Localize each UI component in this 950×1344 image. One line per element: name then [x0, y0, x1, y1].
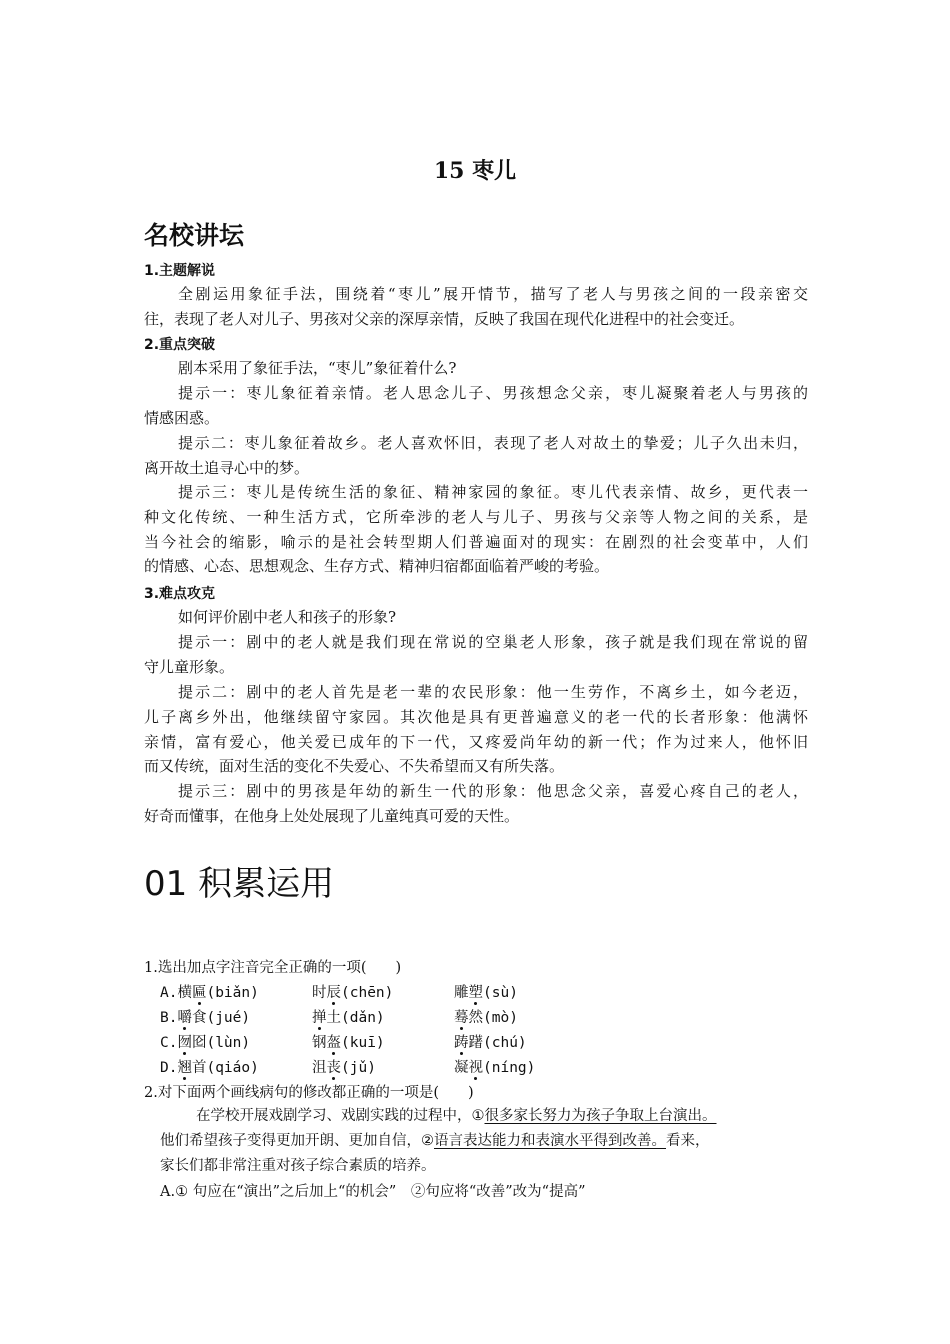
paragraph-key-question [144, 356, 808, 381]
paragraph-difficulty-hint-1 [144, 630, 808, 680]
paragraph-hint-3 [144, 480, 808, 579]
text-line: 离开故土追寻心中的梦。 [144, 458, 310, 477]
question-1-stem: 1.选出加点字注音完全正确的一项( ) [144, 960, 402, 976]
subsection-title-theme: 1.主题解说 [144, 263, 216, 279]
text-line: 当今社会的缩影，喻示的是社会转型期人们普遍面对的现实：在剧烈的社会变革中，人们 [144, 532, 808, 551]
text-line: 家长们都非常注重对孩子综合素质的培养。 [160, 1158, 436, 1174]
text-line: 情感困惑。 [144, 408, 220, 427]
text-line: 剧本采用了象征手法，“枣儿”象征着什么? [178, 359, 457, 377]
page-title: 15 枣儿 [433, 158, 517, 184]
underlined-sentence-1: 很多家长努力为孩子争取上台演出。 [484, 1108, 717, 1124]
text-line: 的情感、心态、思想观念、生存方式、精神归宿都面临着严峻的考验。 [144, 557, 610, 576]
text-line: 好奇而懂事，在他身上处处展现了儿童纯真可爱的天性。 [144, 806, 520, 825]
text-line: 提示一：枣儿象征着亲情。老人思念儿子、男孩想念父亲，枣儿凝聚着老人与男孩的 [178, 384, 808, 402]
paragraph-difficulty-hint-2 [144, 680, 808, 779]
text-line: 他们希望孩子变得更加开朗、更加自信，②语言表达能力和表演水平得到改善。看来， [160, 1133, 710, 1149]
paragraph-difficulty-hint-3 [144, 779, 808, 829]
text-line: 往，表现了老人对儿子、男孩对父亲的深厚亲情，反映了我国在现代化进程中的社会变迁。 [144, 309, 745, 328]
text-line: 在学校开展戏剧学习、戏剧实践的过程中，①很多家长努力为孩子争取上台演出。 [196, 1108, 717, 1124]
text-line: 亲情，富有爱心，他关爱已成年的下一代，又疼爱尚年幼的新一代；作为过来人，他怀旧 [144, 732, 808, 751]
text-line: 提示一：剧中的老人就是我们现在常说的空巢老人形象，孩子就是我们现在常说的留 [178, 633, 808, 651]
text-line: 儿子离乡外出，他继续留守家园。其次他是具有更普遍意义的老一代的长者形象：他满怀 [144, 707, 808, 726]
section-heading-practice: 01 积累运用 [144, 864, 335, 904]
question-2-option-a: A.① 句应在“演出”之后加上“的机会” ②句应将“改善”改为“提高” [160, 1184, 586, 1200]
text-line: 全剧运用象征手法，围绕着“枣儿”展开情节，描写了老人与男孩之间的一段亲密交 [178, 285, 808, 303]
question-2-passage [160, 1104, 810, 1179]
text-line: 守儿童形象。 [144, 657, 235, 676]
text-line: 提示二：剧中的老人首先是老一辈的农民形象：他一生劳作，不离乡土，如今老迈， [178, 683, 808, 701]
text-line: 种文化传统、一种生活方式，它所牵涉的老人与儿子、男孩与父亲等人物之间的关系，是 [144, 507, 808, 526]
paragraph-hint-1 [144, 381, 808, 431]
text-line: 如何评价剧中老人和孩子的形象? [178, 608, 397, 626]
text-line: 提示二：枣儿象征着故乡。老人喜欢怀旧，表现了老人对故土的挚爱；儿子久出未归， [178, 434, 808, 452]
text-line: 提示三：剧中的男孩是年幼的新生一代的形象：他思念父亲，喜爱心疼自己的老人， [178, 782, 808, 800]
subsection-title-key-points: 2.重点突破 [144, 337, 216, 353]
paragraph-difficulty-question [144, 605, 808, 630]
underlined-sentence-2: 语言表达能力和表演水平得到改善。 [434, 1133, 666, 1149]
text-line: 提示三：枣儿是传统生活的象征、精神家园的象征。枣儿代表亲情、故乡，更代表一 [178, 483, 808, 501]
text-line: 而又传统，面对生活的变化不失爱心、不失希望而又有所失落。 [144, 757, 565, 776]
document-page: 15 枣儿 名校讲坛 1.主题解说 全剧运用象征手法，围绕着“枣儿”展开情节，描写了老人与男孩之间的一段亲密交 往，表现了老人对儿子、男孩对父亲的深厚亲情，反映了我国在现代化进程中的社会变迁。 2.重点突破 剧本采用了象征手法，“枣儿”象征着什么? 提示一：枣儿象征着亲情。老人思念儿子、男孩想念父亲，枣儿凝聚着老人与男孩的 情感困惑。 提示二：枣儿象征着故乡。老人喜欢怀旧，表现了老人对故土的挚爱；儿子久出未归， 离开故土追寻心中的梦。 提示三：枣儿是传统生活的象征、精神家园的象征。枣儿代表亲情、故乡，更代表一 种文化传统、一种生活方式，它所牵涉的老人与儿子、男孩与父亲等人物之间的关系，是 当今社会的缩影，喻示的是社会转型期人们普遍面对的现实：在剧烈的社会变革中，人们 的情感、心态、思想观念、生存方式、精神归宿都面临着严峻的考验。 3.难点攻克 如何评价剧中老人和孩子的形象? 提示一：剧中的老人就是我们现在常说的空巢老人形象，孩子就是我们现在常说的留 守儿童形象。 提示二：剧中的老人首先是老一辈的农民形象：他一生劳作，不离乡土，如今老迈， 儿子离乡外出，他继续留守家园。其次他是具有更普遍意义的老一代的长者形象：他满怀 亲情，富有爱心，他关爱已成年的下一代，又疼爱尚年幼的新一代；作为过来人，他怀旧 而又传统，面对生活的变化不失爱心、不失希望而又有所失落。 提示三：剧中的男孩是年幼的新生一代的形象：他思念父亲，喜爱心疼自己的老人， 好奇而懂事，在他身上处处展现了儿童纯真可爱的天性。 01 积累运用 1.选出加点字注音完全正确的一项( ) A.横匾(biǎn) 时辰(chēn) 雕塑(sù) B.嚼食(jué) 掸土(dǎn) 蓦然(mò) C.囫囵(lùn) 钢盔(kuī) 踌躇(chú) D.翘首(qiáo) 沮丧(jǔ) 凝视(níng) 2.对下面两个画线病句的修改都正确的一项是( ) 在学校开展戏剧学习、戏剧实践的过程中，①很多家长努力为孩子争取上台演出。 他们希望孩子变得更加开朗、更加自信，②语言表达能力和表演水平得到改善。看来， 家长们都非常注重对孩子综合素质的培养。 A.① 句应在“演出”之后加上“的机会” ②句应将“改善”改为“提高” [0, 0, 950, 1344]
question-2-stem: 2.对下面两个画线病句的修改都正确的一项是( ) [144, 1085, 474, 1101]
paragraph-hint-2 [144, 431, 808, 481]
paragraph-theme [144, 282, 808, 332]
section-heading-lecture: 名校讲坛 [144, 221, 245, 250]
subsection-title-difficulties: 3.难点攻克 [144, 586, 216, 602]
